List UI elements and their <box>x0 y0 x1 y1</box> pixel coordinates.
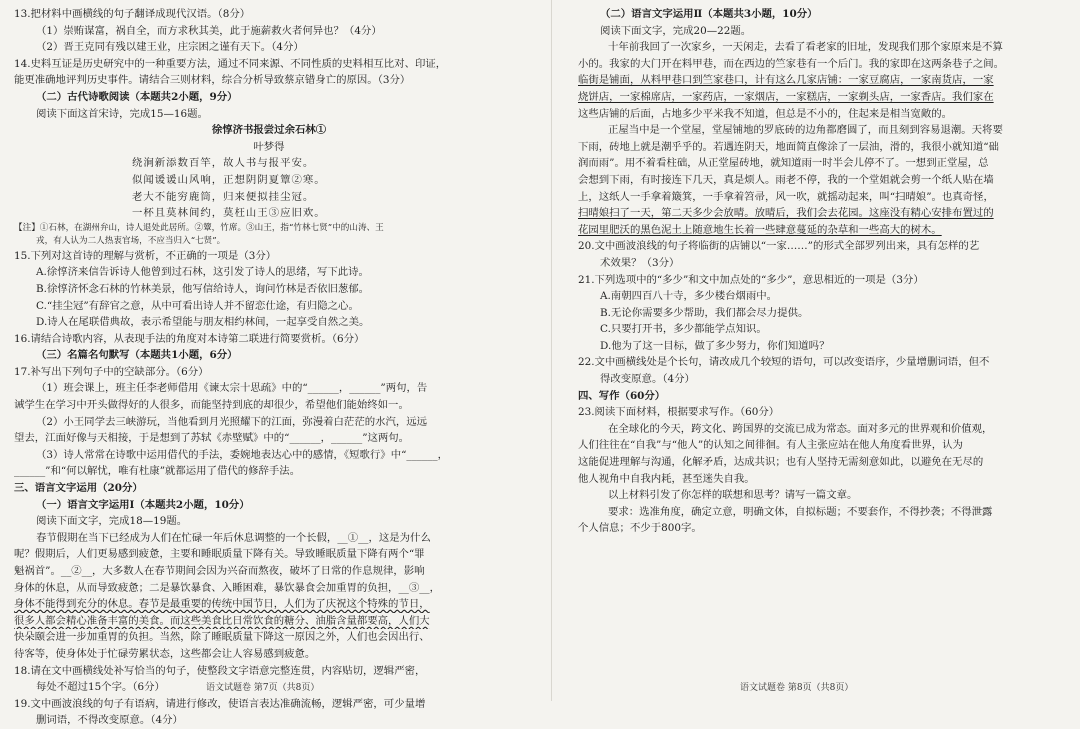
text-line: 望去，江面好像与天相接，于是想到了苏轼《赤壁赋》中的“______，______”这两句。 <box>14 432 410 445</box>
text-line: 魁祸首”。__②__，大多数人在春节期间会因为兴奋而熬夜，破坏了日常的作息规律，影响 <box>14 565 425 577</box>
text-line: 22.文中画横线处是个长句，请改成几个较短的语句，可以改变语序，少量增删词语，但不 <box>578 356 990 369</box>
text-line: B.无论你需要多少帮助，我们都会尽力提供。 <box>600 306 809 319</box>
text-line: 十年前我回了一次家乡，一天闲走，去看了看老家的旧址，发现我们那个家原来是不算 <box>608 41 1003 54</box>
text-line: 阅读下面文字，完成18—19题。 <box>36 515 188 528</box>
text-line: 烧饼店，一家棉席店，一家药店，一家烟店，一家糕店，一家剃头店，一家香店。我们家在 <box>578 90 994 103</box>
text-line: 春节假期在当下已经成为人们在忙碌一年后休息调整的一个长假，__①__，这是为什么 <box>36 531 431 544</box>
text-line: （一）语言文字运用Ⅰ（本题共2小题，10分） <box>36 498 250 511</box>
text-line: 这能促进理解与沟通，化解矛盾，达成共识；也有人坚持无需刻意如此，以避免在无尽的 <box>578 456 984 469</box>
page-divider <box>551 0 552 701</box>
text-line: A.徐惇济来信告诉诗人他曾到过石林，这引发了诗人的思绪，写下此诗。 <box>36 266 369 279</box>
text-line: 个人信息；不少于800字。 <box>578 522 702 535</box>
text-line: 每处不超过15个字。（6分） <box>36 681 165 694</box>
text-line: B.徐惇济怀念石林的竹林美景，他写信给诗人，询问竹林是否依旧葱郁。 <box>36 282 370 295</box>
text-line: （3）诗人常常在诗歌中运用借代的手法，委婉地表达心中的感情，《短歌行》中“______， <box>36 448 448 461</box>
text-line: 下雨，砖地上就是潮乎乎的。若遇连阴天，地面简直像涂了一层油，滑的，我很小就知道“础 <box>578 140 999 153</box>
text-line: 扫晴娘扫了一天，第二天多少会放晴。放晴后，我们会去花园。这座没有精心安排布置过的 <box>578 207 994 220</box>
text-line: （三）名篇名句默写（本题共1小题，6分） <box>36 349 238 362</box>
text-line: 绕涧新添数百竿，故人书与报平安。 <box>132 157 315 170</box>
text-line: D.他为了这一目标，做了多少努力，你们知道吗？ <box>600 339 830 352</box>
text-line: 诫学生在学习中开头做得好的人很多，而能坚持到底的却很少，希望他们能始终如一。 <box>14 399 409 412</box>
text-line: 15.下列对这首诗的理解与赏析，不正确的一项是（3分） <box>14 249 277 262</box>
text-line: 待客等，使身体处于忙碌劳累状态，这些都会让人容易感到疲惫。 <box>14 647 316 660</box>
text-line: D.诗人在尾联借典故，表示希望能与朋友相约林间，一起享受自然之美。 <box>36 316 370 329</box>
text-line: 徐惇济书报尝过余石林① <box>211 124 327 137</box>
text-line: （1）崇贿谋富，祸自全，而方求秋其美，此于施薪救火者何异也？（4分） <box>36 24 382 37</box>
text-line: （2）小王同学去三峡游玩，当他看到月光照耀下的江面，弥漫着白茫茫的水汽，远远 <box>36 415 428 428</box>
text-line: 快朵颐会进一步加重胃的负担。当然，除了睡眠质量下降这一原因之外，人们也会因出行、 <box>14 631 430 644</box>
footer-page-8: 语文试题卷 第8页（共8页） <box>740 683 854 693</box>
text-line: 20.文中画波浪线的句子将临街的店铺以“一家……”的形式全部罗列出来，具有怎样的艺 <box>578 240 980 253</box>
text-line: C.只要打开书，多少都能学点知识。 <box>600 323 767 336</box>
text-line: （2）晋王克同有残以建王业，庄宗困之谨有天下。（4分） <box>36 41 304 54</box>
text-line: 【注】①石林，在湖州弁山，诗人退处此居所。②簟，竹席。③山王，指“竹林七贤”中的山涛、王 <box>14 222 384 233</box>
text-line: 小的。我家的大门开在料甲巷，而在西边的竺家巷有一个后门。我的家即在这两条巷子之间。 <box>578 57 1005 70</box>
text-line: （二）古代诗歌阅读（本题共2小题，9分） <box>36 90 238 103</box>
text-line: 叶梦得 <box>253 140 285 153</box>
text-line: 阅读下面文字，完成20—22题。 <box>600 24 752 37</box>
text-line: 很多人都会精心准备丰富的美食。而这些美食比日常饮食的糖分、油脂含量都要高，人们大 <box>14 614 430 627</box>
text-line: 16.请结合诗歌内容，从表现手法的角度对本诗第二联进行简要赏析。（6分） <box>14 332 365 345</box>
text-line: 四、写作（60分） <box>578 389 666 402</box>
text-line: 他人视角中自我内耗，甚至迷失自我。 <box>578 472 755 485</box>
text-line: 17.补写出下列句子中的空缺部分。（6分） <box>14 365 209 378</box>
text-line: 上，这纸人一手拿着簸箕，一手拿着笤帚，风一吹，就摇动起来，叫“扫晴娘”。也真奇怪， <box>578 190 994 203</box>
text-line: 21.下列选项中的“多少”和文中加点处的“多少”，意思相近的一项是（3分） <box>578 273 924 286</box>
text-line: 身体的休息，从而导致疲惫；二是暴饮暴食、入睡困难，暴饮暴食会加重胃的负担，__③__， <box>14 581 441 594</box>
text-line: 会想到下雨，有时接连下几天，真是烦人。雨老不停，我的一个堂姐就会剪一个纸人贴在墙 <box>578 173 994 186</box>
text-line: 13.把材料中画横线的句子翻译成现代汉语。（8分） <box>14 8 251 20</box>
footer-page-7: 语文试题卷 第7页（共8页） <box>206 683 320 693</box>
text-line: 阅读下面这首宋诗，完成15—16题。 <box>36 107 208 120</box>
text-line: 得改变原意。（4分） <box>600 373 695 386</box>
text-line: 一杯且莫林间约，莫枉山王③应旧欢。 <box>132 207 326 220</box>
text-line: 这些店铺的后面，占地多少平米我不知道，但总是不小的，住起来是相当宽敞的。 <box>578 107 953 120</box>
text-line: 似闻谖谖山风响，正想阴阴夏簟②寒。 <box>132 173 326 186</box>
text-line: 戎，有人认为二人热衷官场，不应当归入“七贤”。 <box>36 235 226 246</box>
text-line: 正屋当中是一个堂屋，堂屋铺地的罗底砖的边角都磨圆了，而且刻到容易退潮。天将要 <box>608 124 1003 137</box>
text-line: （二）语言文字运用Ⅱ（本题共3小题，10分） <box>600 8 818 20</box>
text-line: C.“挂尘冠”有辞官之意，从中可看出诗人并不留恋仕途，有归隐之心。 <box>36 299 359 312</box>
text-line: ______”和“何以解忧，唯有杜康”就都运用了借代的修辞手法。 <box>14 465 301 478</box>
text-line: 呢？假期后，人们更易感到疲惫，主要和睡眠质量下降有关。导致睡眠质量下降有两个“罪 <box>14 548 425 561</box>
text-line: 在全球化的今天，跨文化、跨国界的交流已成为常态。面对多元的世界观和价值观， <box>608 422 993 435</box>
text-line: 能更准确地评判历史事件。请结合三则材料，综合分析导致蔡京错身亡的原因。（3分） <box>14 74 411 87</box>
text-line: 18.请在文中画横线处补写恰当的句子，使整段文字语意完整连贯，内容贴切，逻辑严密， <box>14 664 426 677</box>
text-line: 19.文中画波浪线的句子有语病，请进行修改，使语言表达准确流畅，逻辑严密，可少量增 <box>14 697 426 710</box>
text-line: 以上材料引发了你怎样的联想和思考？请写一篇文章。 <box>608 489 858 502</box>
text-line: 临街是铺面，从料甲巷口到竺家巷口，计有这么几家店铺：一家豆腐店，一家南货店，一家 <box>578 74 994 87</box>
text-line: 删词语，不得改变原意。（4分） <box>36 714 183 727</box>
text-line: 要求：选准角度，确定立意，明确文体，自拟标题；不要套作，不得抄袭；不得泄露 <box>608 505 993 518</box>
text-line: 23.阅读下面材料，根据要求写作。（60分） <box>578 406 780 419</box>
text-line: 14.史料互证是历史研究中的一种重要方法，通过不同来源、不同性质的史料相互比对、印证， <box>14 57 447 70</box>
text-line: 人们往往在“自我”与“他人”的认知之间徘徊。有人主张应站在他人角度看世界，认为 <box>578 439 963 452</box>
text-line: （1）班会课上，班主任李老师借用《谏太宗十思疏》中的“______，______”两句，告 <box>36 382 428 395</box>
right-page-content <box>578 6 1068 675</box>
text-line: 术效果？（3分） <box>600 256 680 269</box>
text-line: 润而雨”。用不着看柱础，从正堂屋砖地，就知道雨一时半会儿停不了。一想到正堂屋，总 <box>578 157 989 170</box>
text-line: A.南朝四百八十寺，多少楼台烟雨中。 <box>600 290 778 303</box>
text-line: 花园里肥沃的黑色泥土上随意地生长着一些肆意蔓延的杂草和一些高大的树木。 <box>578 223 942 236</box>
text-line: 身体不能得到充分的休息。春节是最重要的传统中国节日，人们为了庆祝这个特殊的节日， <box>14 598 430 611</box>
text-line: 老大不能穷鹿筒，归来便拟挂尘冠。 <box>132 190 315 203</box>
text-line: 三、语言文字运用（20分） <box>14 482 143 495</box>
